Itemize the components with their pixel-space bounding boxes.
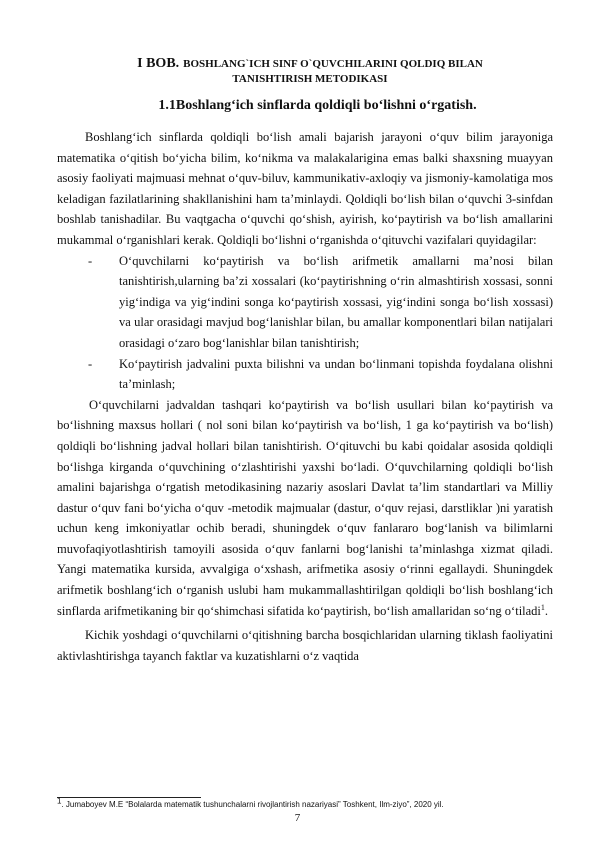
paragraph-methods-end: . bbox=[544, 603, 549, 618]
footnote-text: . Jumaboyev M.E “Bolalarda matematik tushunchalarni rivojlantirish nazariyasi” Toshkent, Ilm-ziyo”, 2020 yil. bbox=[61, 800, 444, 809]
list-item-text: Ko‘paytirish jadvalini puxta bilishni va undan bo‘linmani topishda foydalana olishni ta’minlash; bbox=[119, 356, 553, 392]
list-marker: - bbox=[88, 253, 93, 268]
page-number: 7 bbox=[294, 812, 301, 824]
chapter-heading bbox=[60, 55, 560, 87]
chapter-title-line1: BOSHLANG`ICH SINF O`QUVCHILARINI QOLDIQ BILAN bbox=[183, 58, 483, 70]
paragraph-methods bbox=[57, 395, 553, 622]
paragraph-closing: Kichik yoshdagi o‘quvchilarni o‘qitishning barcha bosqichlaridan ularning tiklash faoliyatini aktivlashtirishga tayanch faktlar va kuzatishlarni o‘z vaqtida bbox=[57, 628, 553, 663]
section-title: 1.1Boshlang‘ich sinflarda qoldiqli bo‘lishni o‘rgatish. bbox=[158, 98, 477, 113]
footnote-number: 1 bbox=[57, 796, 62, 806]
paragraph-methods-text: O‘quvchilarni jadvaldan tashqari ko‘paytirish va bo‘lish usullari bilan ko‘paytirish va bo‘lishning maxsus hollari ( nol soni bilan ko‘paytirish va bo‘lish, 1 ga ko‘paytirish va bo‘lish) qoldiqli bo‘lishning jadval hollari bilan tanishtirish. O‘qituvchi bu kabi qoidalar asosida qoldiqli bo‘lishga kirganda o‘quvchining o‘zlashtirishi yaxshi bo‘ladi. O‘quvchilarning qoldiqli bo‘lish amalini bajarishga o‘rgatish metodikasining nazariy asoslari Davlat ta’lim standartlari va Milliy dastur o‘quv fani bo‘yicha o‘quv -metodik majmualar (dastur, o‘quv rejasi, darstliklar )ni yaratish uchun keng imkoniyatlar ochib beradi, shuningdek o‘quv fanlararo bog‘lanish va bilimlarni muvofaqiyotlashtirish tamoyili asosida o‘quv fanlarni bog‘lanishi ta’minlashga xizmat qiladi. Yangi matematika kursida, avvalgiga o‘xshash, arifmetika asosiy o‘rinni egallaydi. Shuningdek arifmetik boshlang‘ich o‘rganish uslubi ham mukammallashtirilgan qoldiqli bo‘lish boshlang‘ich sinflarda arifmetikaning bir qo‘shimchasi sifatida ko‘paytirish, bo‘lish amallaridan so‘ng o‘tiladi bbox=[57, 397, 553, 618]
chapter-label: I BOB. bbox=[137, 56, 180, 71]
task-list bbox=[57, 251, 553, 395]
body-text bbox=[57, 127, 553, 666]
footnote-divider bbox=[57, 797, 201, 798]
footnote bbox=[57, 796, 553, 809]
list-item bbox=[57, 354, 553, 395]
list-marker: - bbox=[88, 356, 93, 371]
list-item bbox=[57, 251, 553, 354]
paragraph-intro: Boshlang‘ich sinflarda qoldiqli bo‘lish amali bajarish jarayoni o‘quv bilim jarayoniga matematika o‘qitish bo‘yicha bilim, ko‘nikma va malakalarigina emas balki shaxsning muayyan asosiy faoliyati majmuasi mehnat o‘quv-biluv, kammunikativ-axloqiy va jismoniy-kamolatiga mos keladigan fazilatlarining shakllanishini ham ta’minlaydi. Qoldiqli bo‘lish bilan o‘quvchi 3-sinfdan boshlab tanishadilar. Bu vaqtgacha o‘quvchi qo‘shish, ayirish, ko‘paytirish va bo‘lish amallarini mukammal o‘rganishlari kerak. Qoldiqli bo‘lishni o‘rganishda o‘qituvchi vazifalari quyidagilar: bbox=[57, 130, 553, 247]
footnote-ref[interactable]: 1 bbox=[540, 602, 545, 612]
list-item-text: O‘quvchilarni ko‘paytirish va bo‘lish arifmetik amallarni ma’nosi bilan tanishtirish,ularning ba’zi xossalari (ko‘paytirishning o‘rin almashtirish xossasi, sonni yig‘indiga va yig‘indini songa ko‘paytirish xossasi, yig‘indini songa bo‘lish xossasi) va ular orasidagi mavjud bog‘lanishlar bilan, bu amallar komponentlari bilan natijalari orasidagi o‘zaro bog‘lanishlar bilan tanishtirish; bbox=[119, 253, 553, 350]
chapter-title-line2: TANISHTIRISH METODIKASI bbox=[232, 73, 388, 85]
